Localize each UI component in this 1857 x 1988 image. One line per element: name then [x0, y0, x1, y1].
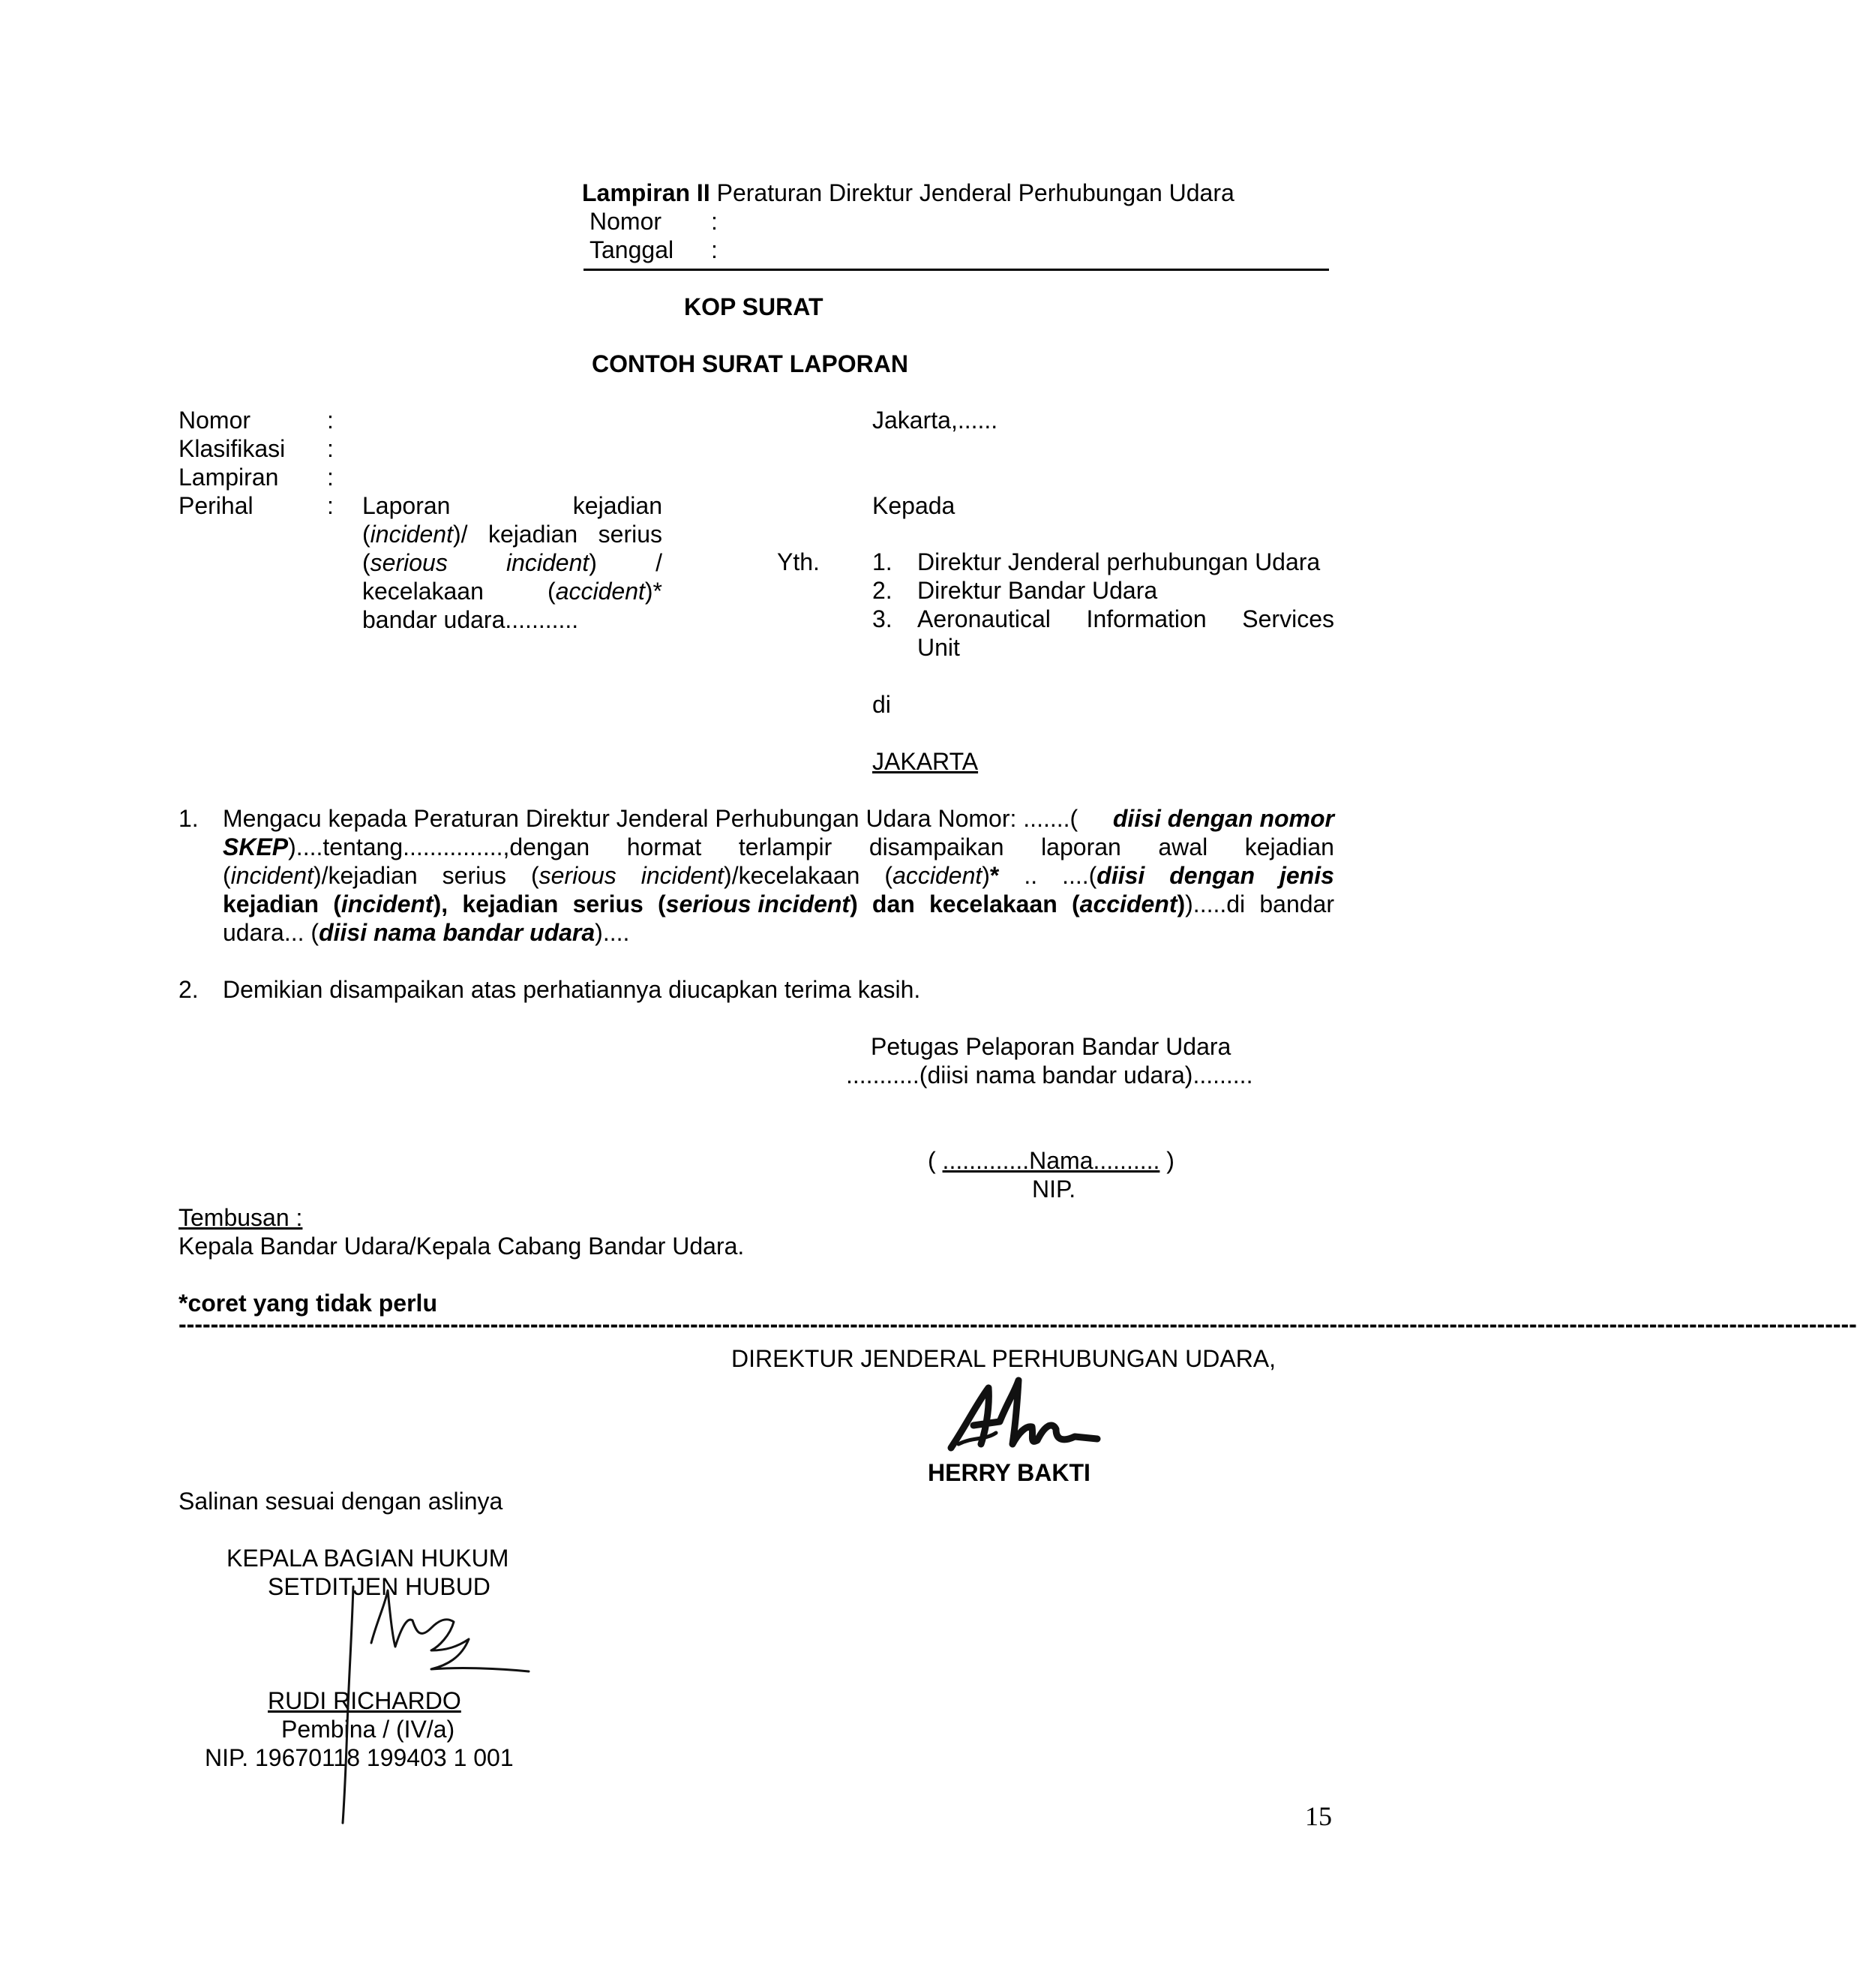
meta-perihal-colon: :: [327, 492, 334, 519]
addressee-item-3: Aeronautical Information Services: [917, 605, 1334, 632]
header-tanggal-label: Tanggal: [590, 236, 674, 263]
kop-surat: KOP SURAT: [684, 293, 824, 320]
addressee-item-3-num: 3.: [872, 605, 892, 632]
page-number: 15: [1305, 1801, 1332, 1831]
header-rule: [584, 269, 1329, 271]
header-nomor-colon: :: [711, 208, 718, 235]
meta-lampiran-colon: :: [327, 464, 334, 491]
footnote: *coret yang tidak perlu: [178, 1290, 437, 1317]
addressee-item-2-num: 2.: [872, 577, 892, 604]
tembusan-text: Kepala Bandar Udara/Kepala Cabang Bandar Udara.: [178, 1233, 745, 1260]
salinan-name: RUDI RICHARDO: [268, 1687, 461, 1714]
paragraph-2: Demikian disampaikan atas perhatiannya diucapkan terima kasih.: [223, 976, 921, 1003]
meta-perihal-label: Perihal: [178, 492, 254, 519]
meta-lampiran-label: Lampiran: [178, 464, 279, 491]
salinan-title-1: KEPALA BAGIAN HUKUM: [226, 1545, 509, 1572]
addressee-item-1-num: 1.: [872, 548, 892, 575]
salinan-signature: [319, 1575, 544, 1830]
officer-nip: NIP.: [1032, 1176, 1076, 1203]
lampiran-heading: [582, 179, 1234, 207]
perihal-text: Laporan kejadian (incident)/ kejadian serius (serious incident) / kecelakaan (accident)* bandar udara...........: [362, 492, 662, 633]
city-jakarta: JAKARTA: [872, 748, 979, 775]
lampiran-label: Lampiran II: [582, 179, 710, 206]
meta-klasifikasi-label: Klasifikasi: [178, 435, 286, 462]
tembusan-label: Tembusan :: [178, 1204, 303, 1231]
city-date: Jakarta,......: [872, 407, 998, 434]
director-signature: [944, 1373, 1108, 1455]
salinan-title-2: SETDITJEN HUBUD: [268, 1573, 490, 1600]
officer-title: Petugas Pelaporan Bandar Udara: [871, 1033, 1232, 1060]
salinan-text: Salinan sesuai dengan aslinya: [178, 1488, 503, 1515]
paragraph-1: Mengacu kepada Peraturan Direktur Jenderal Perhubungan Udara Nomor: .......( diisi dengan nomor SKEP)....tentang...............,dengan hormat terlampir disampaikan laporan awal kejadian (incident)/kejadian serius (serious incident)/kecelakaan (accident)* .. ....(diisi dengan jenis kejadian (incident), kejadian serius (serious incident) dan kecelakaan (accident)).....di bandar udara... (diisi nama bandar udara)....: [223, 805, 1334, 946]
meta-nomor-colon: :: [327, 407, 334, 434]
addressee-item-1: Direktur Jenderal perhubungan Udara: [917, 548, 1321, 575]
director-title: DIREKTUR JENDERAL PERHUBUNGAN UDARA,: [731, 1345, 1276, 1372]
header-tanggal-colon: :: [711, 236, 718, 263]
meta-klasifikasi-colon: :: [327, 435, 334, 462]
header-nomor-label: Nomor: [590, 208, 662, 235]
kepada-label: Kepada: [872, 492, 956, 519]
paragraph-2-num: 2.: [178, 976, 199, 1003]
salinan-rank: Pembina / (IV/a): [281, 1716, 455, 1743]
paragraph-1-num: 1.: [178, 805, 199, 832]
salinan-nip: NIP. 19670118 199403 1 001: [205, 1744, 514, 1771]
yth-label: Yth.: [777, 548, 820, 575]
addressee-item-3-cont: Unit: [917, 634, 960, 661]
officer-airport: ...........(diisi nama bandar udara).........: [846, 1062, 1253, 1089]
director-name: HERRY BAKTI: [928, 1459, 1090, 1486]
addressee-item-2: Direktur Bandar Udara: [917, 577, 1158, 604]
separator-dashes: ------------------------------------------------------------------------------------------------------------------------------------------------------------------------------------------------------------------: [178, 1311, 1857, 1338]
lampiran-regulation: Peraturan Direktur Jenderal Perhubungan Udara: [710, 179, 1234, 206]
di-label: di: [872, 691, 891, 718]
meta-nomor-label: Nomor: [178, 407, 251, 434]
document-title: CONTOH SURAT LAPORAN: [592, 350, 908, 377]
officer-name: ( .............Nama.......... ): [928, 1147, 1174, 1174]
